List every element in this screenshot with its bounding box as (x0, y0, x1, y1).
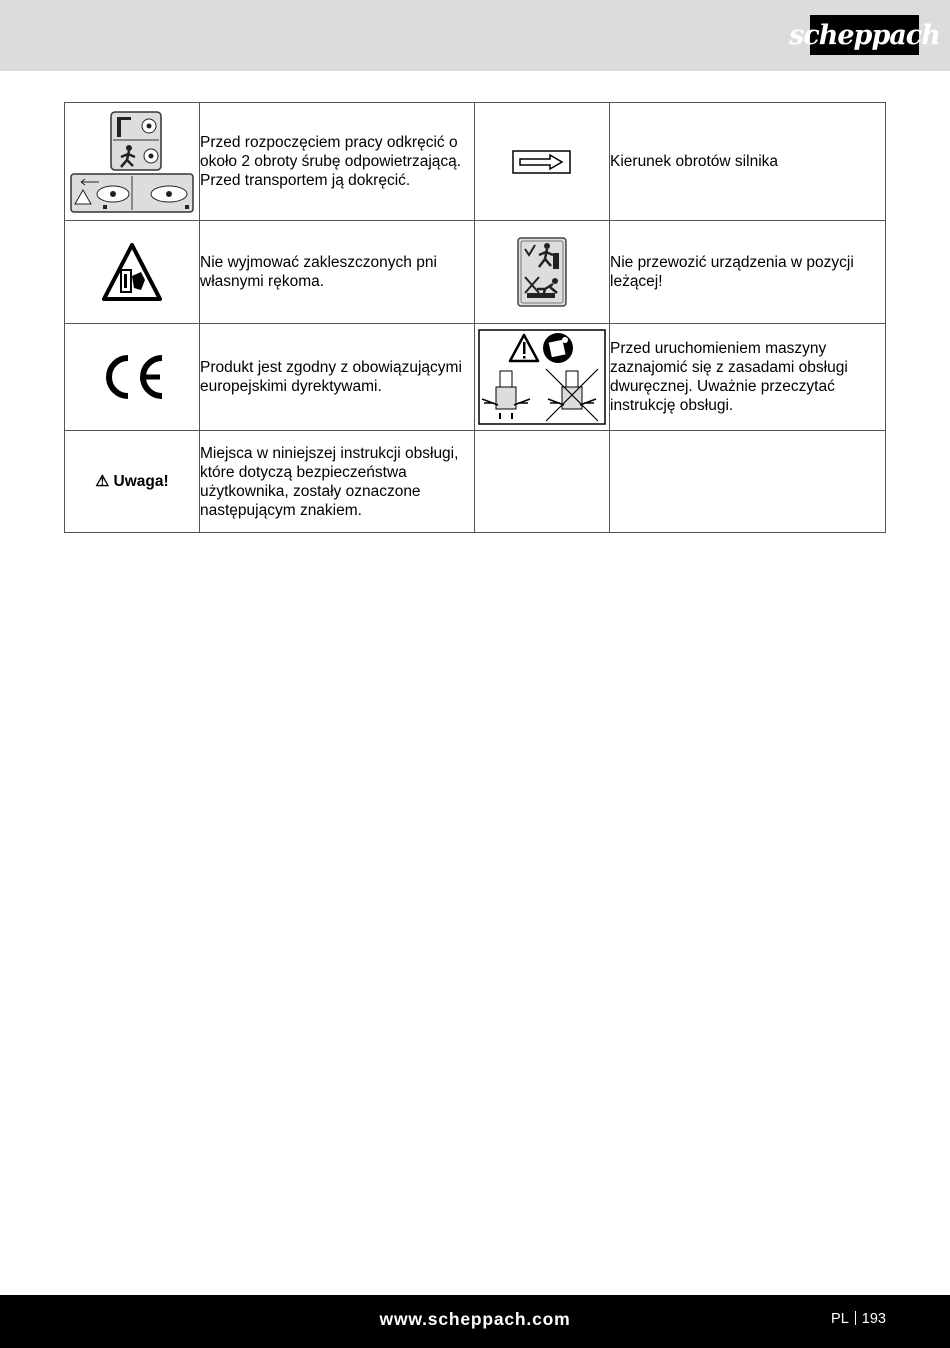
bleed-screw-text: Przed rozpoczęciem pracy odkręcić o około 2 obroty śrubę odpowietrzającą. Przed transportem ją dokręcić. (200, 103, 475, 221)
bleed-screw-icon (65, 103, 200, 221)
symbols-table (64, 102, 886, 533)
empty-cell (475, 431, 610, 533)
website-link[interactable]: www.scheppach.com (379, 1309, 571, 1329)
page-header (0, 0, 950, 71)
table-row (65, 431, 886, 533)
transport-position-text: Nie przewozić urządzenia w pozycji leżącej! (610, 221, 886, 324)
table-row (65, 221, 886, 324)
table-row (65, 103, 886, 221)
warning-triangle-icon: ⚠ (95, 473, 110, 490)
table-row (65, 324, 886, 431)
two-hand-operation-text: Przed uruchomieniem maszyny zaznajomić się z zasadami obsługi dwuręcznej. Uważnie przeczytać instrukcję obsługi. (610, 324, 886, 431)
safety-notice-text: Miejsca w niniejszej instrukcji obsługi, które dotyczą bezpieczeństwa użytkownika, zostały oznaczone następującym znakiem. (200, 431, 475, 533)
page-number (831, 1311, 886, 1327)
rotation-arrow-icon (475, 103, 610, 221)
hand-crush-warning-icon (65, 221, 200, 324)
empty-cell (610, 431, 886, 533)
page-number-value: 193 (861, 1311, 886, 1327)
uwaga-cell (65, 431, 200, 533)
two-hand-operation-icon (475, 324, 610, 431)
ce-mark-icon (65, 324, 200, 431)
page-footer (0, 1295, 950, 1348)
stuck-log-text: Nie wyjmować zakleszczonych pni własnymi rękoma. (200, 221, 475, 324)
language-code: PL (831, 1311, 849, 1327)
divider (855, 1311, 856, 1325)
rotation-direction-text: Kierunek obrotów silnika (610, 103, 886, 221)
scheppach-logo: scheppach (810, 15, 919, 55)
ce-conformity-text: Produkt jest zgodny z obowiązującymi europejskimi dyrektywami. (200, 324, 475, 431)
uwaga-label: Uwaga! (113, 473, 169, 490)
transport-position-icon (475, 221, 610, 324)
